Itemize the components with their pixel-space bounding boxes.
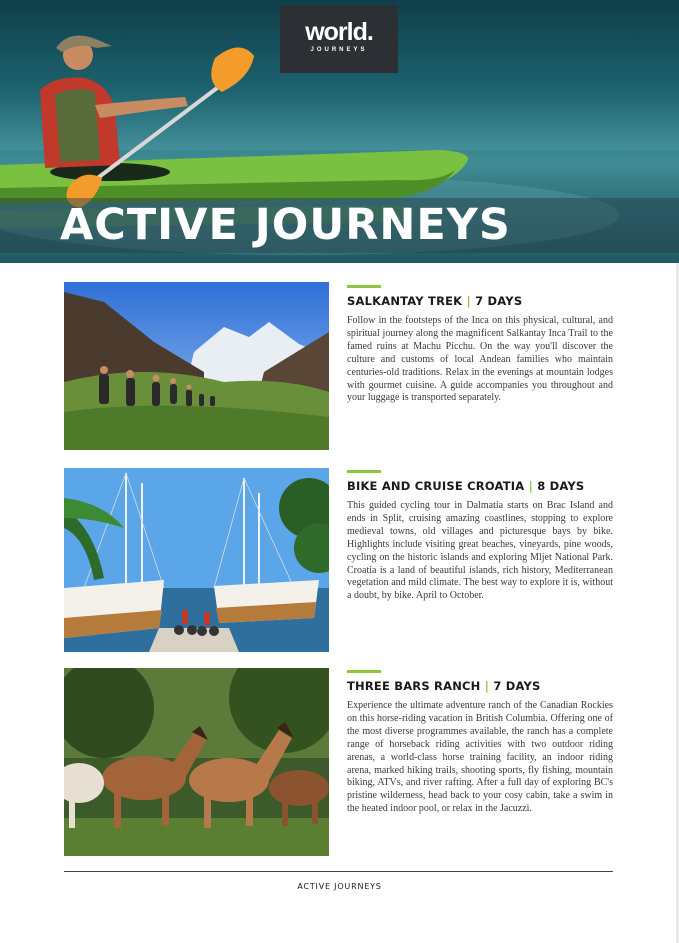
logo-subtitle: JOURNEYS	[310, 47, 368, 53]
title-separator: |	[484, 679, 490, 693]
article-title	[347, 479, 613, 493]
article-duration: 8 DAYS	[537, 479, 585, 493]
article-title-text: THREE BARS RANCH	[347, 679, 481, 693]
brand-logo	[280, 5, 398, 73]
logo-word: world.	[305, 18, 373, 46]
hero-title: ACTIVE JOURNEYS	[60, 200, 511, 250]
article-ranch	[347, 670, 613, 816]
accent-bar	[347, 670, 381, 673]
croatia-photo	[64, 468, 329, 652]
article-duration: 7 DAYS	[475, 294, 523, 308]
accent-bar	[347, 470, 381, 473]
article-body: Experience the ultimate adventure ranch of the Canadian Rockies on this horse-riding vacation in British Columbia. Offering one of the most diverse programmes available, the ranch has a complete range of horseback riding activities with two outdoor riding arenas, a world-class horse training facility, an indoor riding arena, marked hiking trails, shooting sports, fly fishing, mountain biking, ATVs, and river rafting. After a full day of exploring BC's pristine wilderness, head back to your cosy cabin, take a swim in the heated indoor pool, or relax in the Jacuzzi.	[347, 700, 613, 815]
article-salkantay	[347, 285, 613, 405]
title-separator: |	[466, 294, 471, 308]
footer-label: ACTIVE JOURNEYS	[297, 882, 382, 891]
article-title	[347, 679, 613, 693]
article-title-text: SALKANTAY TREK	[347, 294, 463, 308]
footer-divider	[64, 871, 613, 872]
article-body: This guided cycling tour in Dalmatia starts on Brac Island and ends in Split, cruising amazing coastlines, stopping to explore medieval towns, old villages and picturesque bays by bike. Highlights include visiting great beaches, vineyards, pine woods, cycling on the historic islands and exploring Mljet National Park. Croatia is a land of beautiful islands, rich history, Mediterranean vegetation and mild climate. The best way to explore it is, without a doubt, by bike. April to October.	[347, 500, 613, 602]
title-separator: |	[528, 479, 533, 493]
salkantay-photo	[64, 282, 329, 450]
accent-bar	[347, 285, 381, 288]
article-title-text: BIKE AND CRUISE CROATIA	[347, 479, 525, 493]
article-body: Follow in the footsteps of the Inca on this physical, cultural, and spiritual journey along the magnificent Salkantay Inca Trail to the famed ruins at Machu Picchu. On the way you'll discover the culture and customs of local Andean families who maintain centuries-old traditions. Relax in the evenings at mountain lodges with gourmet cuisine. A guide accompanies you throughout and your luggage is transported separately.	[347, 315, 613, 404]
hero-banner	[0, 0, 679, 263]
article-title	[347, 294, 613, 308]
ranch-photo	[64, 668, 329, 856]
article-duration: 7 DAYS	[493, 679, 541, 693]
article-croatia	[347, 470, 613, 603]
